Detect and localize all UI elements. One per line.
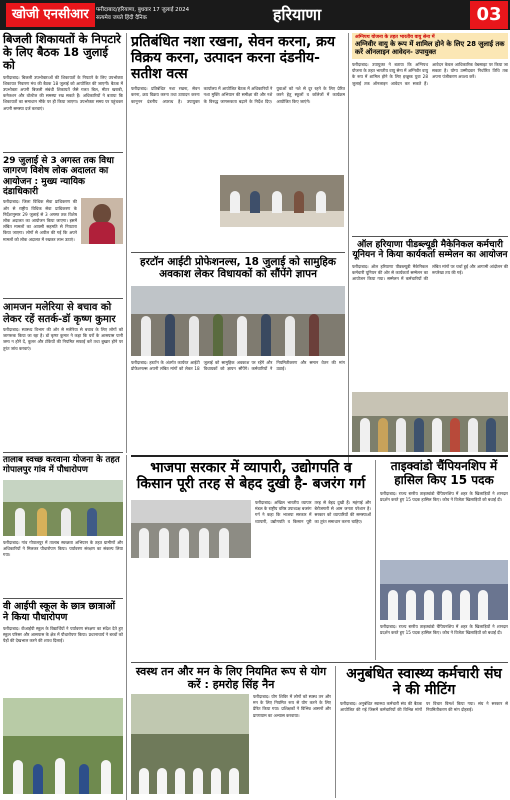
article-body: फरीदाबाद। गांव गोपालपुर में तालाब स्वच्छता अभियान के तहत ग्रामीणों और अधिकारियों ने मिलकर पौधारोपण किया। पर्यावरण संरक्षण का संकल्प लिया गया।: [3, 540, 123, 558]
box-headline: अग्निवीर वायु के रूप में शामिल होने के लिए 28 जुलाई तक करें ऑनलाइन आवेदन- उपायुक्त: [355, 40, 505, 56]
article-body: फरीदाबाद। जिला विधिक सेवा प्राधिकरण की ओर से राष्ट्रीय विधिक सेवा प्राधिकरण के निर्देशानुसार 29 जुलाई से 3 अगस्त तक विशेष लोक अदालत का आयोजन किया जाएगा। इसमें लंबित मामलों का आपसी सहमति से निपटारा किया जाएगा। लोगों से अपील की गई कि अपने मामलों को लोक अदालत में रखकर लाभ उठाएं।: [3, 199, 77, 242]
article-lok-adalat: [3, 156, 123, 295]
headline: वी आईपी स्कूल के छात्र छात्राओं ने किया पौधारोपण: [3, 601, 116, 623]
article-body: फरीदाबाद। बिजली उपभोक्ताओं की शिकायतों के निपटारे के लिए उपभोक्ता शिकायत निवारण मंच की बैठक 18 जुलाई को आयोजित की जाएगी। बैठक में उपभोक्ता अपनी बिजली संबंधी शिकायतें जैसे गलत बिल, मीटर खराबी, कनेक्शन और वोल्टेज की समस्या रख सकते हैं। अधिकारियों ने बताया कि शिकायतों का समाधान मौके पर ही किया जाएगा। उपभोक्ता समय पर पहुंचकर अपनी समस्या दर्ज करवाएं।: [3, 74, 123, 111]
portrait-photo: [81, 198, 123, 244]
headline: ऑल हरियाणा पीडब्ल्यूडी मैकेनिकल कर्मचारी यूनियन ने किया कार्यकर्ता सम्मेलन का आयोजन: [352, 240, 508, 261]
headline: प्रतिबंधित नशा रखना, सेवन करना, क्रय विक्रय करना, उत्पादन करना दंडनीय- सतीश वत्स: [131, 34, 336, 83]
divider: [3, 152, 123, 153]
article-power-complaints: [3, 33, 123, 157]
date-text: फरीदाबाद/हरियाणा, बुधवार 17 जुलाई 2024: [96, 7, 190, 13]
newspaper-logo: खोजी एनसीआर: [6, 3, 95, 27]
article-malaria: [3, 302, 123, 437]
article-body: फरीदाबाद। राज्य स्तरीय ताइक्वांडो चैंपियनशिप में शहर के खिलाड़ियों ने शानदार प्रदर्शन करते हुए 15 पदक हासिल किए। कोच ने विजेता खिलाड़ियों को बधाई दी।: [380, 490, 508, 502]
box-kicker: अग्निपथ योजना के तहत भारतीय वायु सेना में: [355, 35, 435, 40]
headline: 29 जुलाई से 3 अगस्त तक विधा जागरण विशेष लोक अदालत का आयोजन : मुख्य न्यायिक दंडाधिकारी: [3, 156, 115, 198]
article-pwd-union: [352, 240, 508, 384]
column-divider: [348, 33, 349, 473]
divider: [131, 252, 345, 253]
headline: हरटॉन आईटी प्रोफेशनल्स, 18 जुलाई को सामुहिक अवकाश लेकर विधायकों को सौंपेंगे ज्ञापन: [140, 256, 336, 281]
headline: आमजन मलेरिया से बचाव को लेकर रहें सतर्क-डॉ कृष्ण कुमार: [3, 302, 116, 325]
article-body: फरीदाबाद। स्वास्थ्य विभाग की ओर से मलेरिया से बचाव के लिए लोगों को जागरूक किया जा रहा है। डॉ कृष्ण कुमार ने कहा कि घरों के आसपास पानी जमा न होने दें, कूलर और टंकियों की नियमित सफाई करें तथा बुखार होने पर तुरंत जांच करवाएं।: [3, 327, 123, 351]
article-plantation-gopalpur: [3, 455, 123, 558]
article-body: फरीदाबाद। ऑल हरियाणा पीडब्ल्यूडी मैकेनिकल कर्मचारी यूनियन की ओर से कार्यकर्ता सम्मेलन का आयोजन किया गया। सम्मेलन में कर्मचारियों की लंबित मांगों पर चर्चा हुई और आगामी आंदोलन की रूपरेखा तय की गई।: [352, 263, 508, 282]
column-divider: [126, 455, 127, 800]
column-divider: [375, 460, 376, 660]
article-vip-school: [3, 602, 123, 686]
article-body: फरीदाबाद। अनुबंधित स्वास्थ्य कर्मचारी संघ की बैठक आयोजित की गई जिसमें कर्मचारियों की विभिन्न मांगों पर विचार विमर्श किया गया। संघ ने सरकार से नियमितीकरण की मांग दोहराई।: [340, 701, 508, 713]
divider: [131, 662, 508, 663]
school-photo: [3, 698, 123, 794]
group-photo: [131, 286, 345, 356]
agniveer-box-header: [352, 33, 508, 59]
divider: [352, 236, 508, 237]
headline: अनुबंधित स्वास्थ्य कर्मचारी संघ ने की मीटिंग: [346, 666, 502, 699]
headline: भाजपा सरकार में व्यापारी, उद्योगपति व किसान पूरी तरह से बेहद दुखी है- बजरंग गर्ग: [136, 460, 366, 493]
headline: बिजली शिकायतों के निपटारे के लिए बैठक 18 जुलाई को: [3, 32, 121, 73]
date-line: [96, 6, 216, 22]
plantation-photo: [3, 480, 123, 536]
divider: [3, 598, 123, 599]
article-body-cont: फरीदाबाद। राज्य स्तरीय ताइक्वांडो चैंपियनशिप में शहर के खिलाड़ियों ने शानदार प्रदर्शन करते हुए 15 पदक हासिल किए। कोच ने विजेता खिलाड़ियों को बधाई दी।: [380, 624, 508, 636]
union-photo: [352, 392, 508, 452]
headline: तालाब स्वच्छ करवाना योजना के तहत गोपालपुर गांव में पौधारोपण: [3, 455, 120, 475]
page-number: 03: [470, 1, 508, 29]
article-health-union: [340, 666, 508, 791]
agniveer-box-body: फरीदाबाद। उपायुक्त ने बताया कि अग्निपथ योजना के तहत भारतीय वायु सेना में अग्निवीर वायु के रूप में शामिल होने के लिए इच्छुक युवा 28 जुलाई तक ऑनलाइन आवेदन कर सकते हैं। आवेदन केवल आधिकारिक वेबसाइट पर किया जा सकता है। योग्य उम्मीदवार निर्धारित तिथि तक अपना पंजीकरण अवश्य करें।: [352, 62, 508, 86]
article-body: फरीदाबाद। प्रतिबंधित नशा रखना, सेवन करना, क्रय विक्रय करना तथा उत्पादन करना कानूनन दंडनीय अपराध है। उपायुक्त कार्यालय में आयोजित बैठक में अधिकारियों ने नशा मुक्ति अभियान की समीक्षा की और नशे के विरुद्ध जागरूकता बढ़ाने के निर्देश दिए। युवाओं को नशे से दूर रहने के लिए प्रेरित करने हेतु स्कूलों व कॉलेजों में कार्यक्रम आयोजित किए जाएंगे।: [131, 86, 345, 104]
article-body: फरीदाबाद। वीआईपी स्कूल के विद्यार्थियों ने पर्यावरण संरक्षण का संदेश देते हुए स्कूल परिसर और आसपास के क्षेत्र में पौधारोपण किया। प्रधानाचार्य ने बच्चों को पेड़ों की देखभाल करने की शपथ दिलाई।: [3, 625, 123, 644]
article-bajrang-garg: [131, 460, 371, 524]
press-photo: [131, 500, 251, 558]
section-title: हरियाणा: [272, 5, 322, 24]
article-drug-ban: [131, 34, 345, 266]
taekwondo-photo: [380, 560, 508, 620]
divider: [131, 455, 508, 457]
article-taekwondo: [380, 459, 508, 636]
headline: ताइक्वांडो चैंपियनशिप में हासिल किए 15 पदक: [390, 459, 498, 487]
divider: [3, 452, 123, 453]
yoga-photo: [131, 694, 249, 794]
article-body: फरीदाबाद। हरटॉन के अंतर्गत कार्यरत आईटी प्रोफेशनल्स अपनी लंबित मांगों को लेकर 18 जुलाई को सामुहिक अवकाश पर रहेंगे और विधायकों को ज्ञापन सौंपेंगे। कर्मचारियों ने नियमितीकरण और समान वेतन की मांग उठाई।: [131, 360, 345, 372]
meeting-photo: [220, 175, 344, 227]
article-body: फरीदाबाद। योग शिविर में लोगों को स्वस्थ तन और मन के लिए नियमित रूप से योग करने के लिए प्रेरित किया गया। प्रशिक्षकों ने विभिन्न आसनों और प्राणायाम का अभ्यास करवाया।: [253, 694, 331, 718]
article-yoga: [131, 665, 331, 718]
headline: स्वस्थ तन और मन के लिए नियमित रूप से योग करें : हमरोह सिंह नैन: [135, 665, 327, 691]
divider: [3, 298, 123, 299]
date-subtext: सत्यमेव जयते हिंदी दैनिक: [96, 15, 147, 21]
column-divider: [126, 33, 127, 453]
column-divider: [335, 666, 336, 798]
article-body: फरीदाबाद। अखिल भारतीय व्यापार मंडल के राष्ट्रीय वरिष्ठ उपाध्यक्ष बजरंग गर्ग ने कहा कि भाजपा सरकार में व्यापारी, उद्योगपति व किसान पूरी तरह से बेहद दुखी हैं। महंगाई और बेरोजगारी से आम जनता परेशान है। सरकार को व्यापारियों की समस्याओं का तुरंत समाधान करना चाहिए।: [255, 500, 371, 524]
article-it-professionals: [131, 256, 345, 372]
